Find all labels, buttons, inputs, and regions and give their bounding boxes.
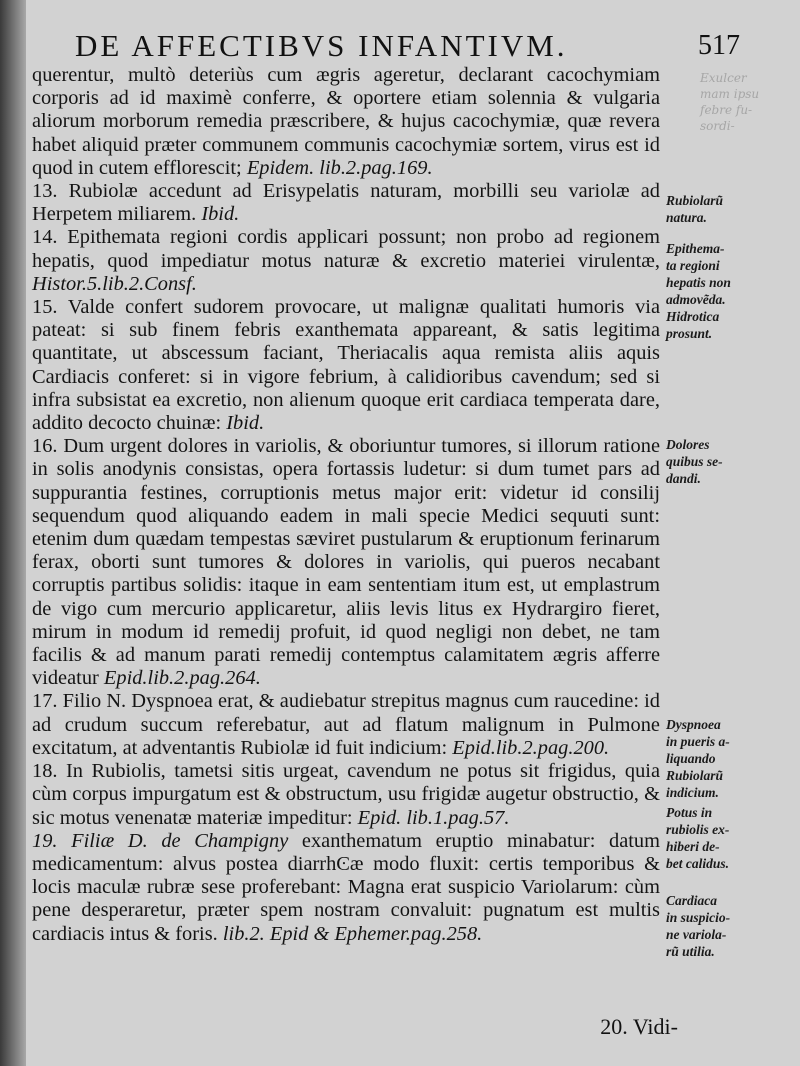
page-number: 517	[698, 30, 740, 61]
paragraph-14: 14. Epithemata regioni cordis applicari possunt; non probo ad regionem hepatis, quod impediatur motus naturæ & excretio materiei virulentæ, Histor.5.lib.2.Consf.	[32, 226, 660, 295]
reference: lib.2. Epid & Ephemer.pag.258.	[222, 922, 483, 945]
book-gutter-shadow	[0, 0, 26, 1066]
paragraph-13: 13. Rubiolæ accedunt ad Erisypelatis naturam, morbilli seu variolæ ad Herpetem miliarem. Ibid.	[32, 180, 660, 226]
patient-name: 19. Filiæ D. de Champigny	[32, 829, 289, 852]
margin-note-epithemata: Epithema- ta regioni hepatis non admovẽda. Hidrotica prosunt.	[666, 241, 731, 341]
paragraph-12-end: querentur, multò deteriùs cum ægris ageretur, declarant cacochymiam corporis ad id maximè conferre, & oportere etiam solennia & vulgaria aliorum morborum remedia præscribere, & hujus cacochymiæ, quæ revera habet aliquid præter communem communis cacochymiæ sortem, virus est id quod in cutem efflorescit; Epidem. lib.2.pag.169.	[32, 64, 660, 179]
paragraph-19: 19. Filiæ D. de Champigny exanthematum eruptio minabatur: datum medicamentum: alvus postea diarrhϾæ modo fluxit: certis temporibus & locis maculæ rubræ sese proferebant: Magna erat suspicio Variolarum: cùm pene desperaretur, præter spem nostram convaluit: pugnatum est multis cardiacis intus & foris. lib.2. Epid & Ephemer.pag.258.	[32, 829, 660, 945]
paragraph-15: 15. Valde confert sudorem provocare, ut malignæ qualitati humoris via pateat: si sub finem febris exanthemata appareant, & satis legitima quantitate, ut abscessum faciant, Theriacalis aqua remista aliis aquis Cardiacis conferet: si in vigore febrium, à calidioribus cavendum; sed si infra subsistat ea excretio, non alienum quoque erit cardiaca temperata dare, addito decocto chuinæ: Ibid.	[32, 296, 660, 435]
main-text-column	[32, 64, 660, 946]
margin-note-potus: Potus in rubiolis ex- hiberi de- bet calidus.	[666, 805, 730, 871]
paragraph-18: 18. In Rubiolis, tametsi sitis urgeat, cavendum ne potus sit frigidus, quia cùm corpus impurgatum est & obstructum, usu frigidæ augetur obstructio, & sic motus venenatæ materiæ impeditur: Epid. lib.1.pag.57.	[32, 760, 660, 829]
reference: Histor.5.lib.2.Consf.	[32, 272, 197, 295]
page-header	[60, 28, 740, 68]
margin-note-rubiola-nature: Rubiolarũ natura.	[666, 193, 724, 225]
reference: Ibid.	[226, 412, 265, 435]
running-title: DE AFFECTIBVS INFANTIVM.	[75, 28, 568, 63]
paragraph-17: 17. Filio N. Dyspnoea erat, & audiebatur strepitus magnus cum raucedine: id ad crudum succum referebatur, aut ad flatum malignum in Pulmone excitatum, at adventantis Rubiolæ id fuit indicium: Epid.lib.2.pag.200.	[32, 690, 660, 759]
bleed-through-text: Exulcer mam ipsu febre fu- sordi-	[700, 71, 760, 133]
margin-note-cardiaca: Cardiaca in suspicio- ne variola- rũ utilia.	[666, 893, 731, 959]
margin-note-dyspnoea: Dyspnoea in pueris a- liquando Rubiolarũ indicium.	[666, 717, 730, 800]
margin-note-dolores: Dolores quibus se- dandi.	[666, 437, 723, 486]
reference: Ibid.	[201, 203, 240, 226]
reference: Epidem. lib.2.pag.169.	[246, 156, 433, 179]
reference: Epid. lib.1.pag.57.	[357, 806, 510, 829]
reference: Epid.lib.2.pag.264.	[103, 667, 261, 690]
reference: Epid.lib.2.pag.200.	[452, 736, 610, 759]
paragraph-16: 16. Dum urgent dolores in variolis, & oboriuntur tumores, si illorum ratione in solis anodynis consistas, opera fortassis ludetur: si dum tumet pars ad suppurantia festines, corruptionis metus major erit: videtur id consilij sequendum quod aliquando eadem in mali specie Medici sequuti sunt: etenim dum quædam tempestas sæviret pustularum & eruptionum ferinarum ferax, oborti sunt tumores & dolores in variolis, qui pueros necabant corruptis partibus solidis: itaque in eam sententiam itum est, ut emplastrum de vigo cum mercurio applicaretur, aliis levis litus ex Hydrargiro fieret, mirum in modum id remedij profuit, id quod negligi non debet, ne tam facilis & ad manum parati remedij contemptus calamitatem ægris afferre videatur Epid.lib.2.pag.264.	[32, 435, 660, 690]
catchword: 20. Vidi-	[600, 1014, 678, 1039]
